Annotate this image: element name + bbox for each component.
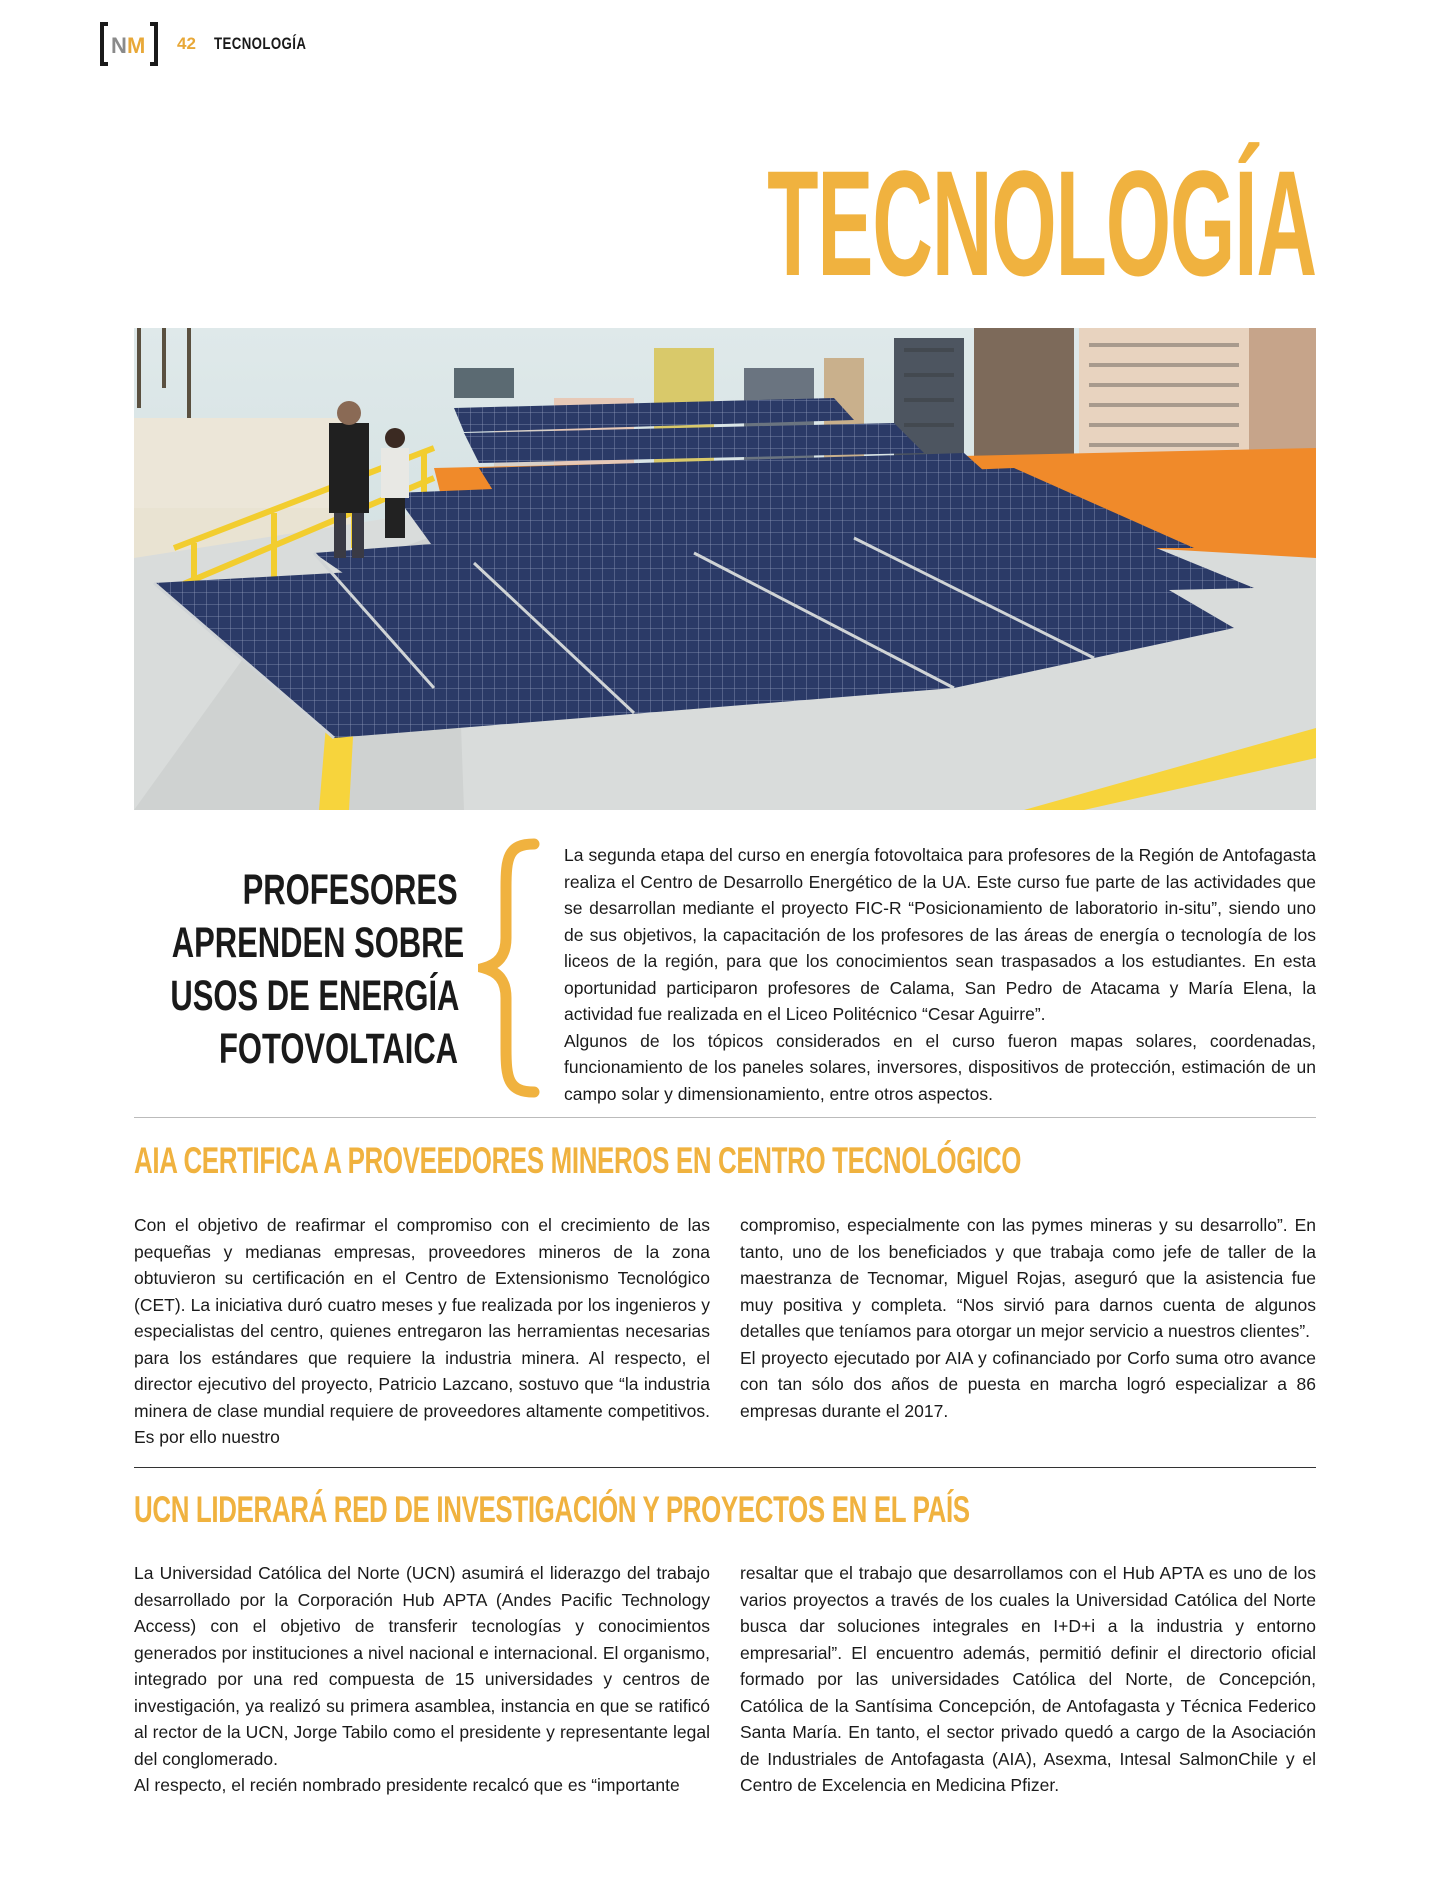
page-title: TECNOLOGÍA bbox=[767, 139, 1316, 307]
section-label: TECNOLOGÍA bbox=[214, 34, 307, 53]
article2-column-2 bbox=[740, 1212, 1316, 1424]
article1-headline-line: PROFESORES bbox=[242, 866, 458, 914]
svg-text:N: N bbox=[111, 33, 127, 58]
page-number: 42 bbox=[177, 34, 196, 53]
article3-paragraph: Al respecto, el recién nombrado presidente recalcó que es “importante bbox=[134, 1775, 680, 1795]
article2-headline: AIA CERTIFICA A PROVEEDORES MINEROS EN CENTRO TECNOLÓGICO bbox=[134, 1140, 1022, 1181]
divider bbox=[134, 1117, 1316, 1118]
article2-column-1 bbox=[134, 1212, 710, 1451]
article3-headline: UCN LIDERARÁ RED DE INVESTIGACIÓN Y PROYECTOS EN EL PAÍS bbox=[134, 1489, 970, 1530]
article2-paragraph: compromiso, especialmente con las pymes mineras y su desarrollo”. En tanto, uno de los beneficiados y que trabaja como jefe de taller de la maestranza de Tecnomar, Miguel Rojas, aseguró que la asistencia fue muy positiva y completa. “Nos sirvió para darnos cuenta de algunos detalles que teníamos para otorgar un mejor servicio a nuestros clientes”. bbox=[740, 1215, 1316, 1341]
article1-paragraph: Algunos de los tópicos considerados en el curso fueron mapas solares, coordenadas, funcionamiento de los paneles solares, inversores, dispositivos de protección, estimación de un campo solar y dimensionamiento, entre otros aspectos. bbox=[564, 1030, 1316, 1104]
article1-headline-line: USOS DE ENERGÍA bbox=[170, 972, 460, 1020]
magazine-logo bbox=[100, 22, 158, 66]
article1-headline bbox=[58, 864, 465, 1076]
article3-paragraph: resaltar que el trabajo que desarrollamos con el Hub APTA es uno de los varios proyectos a través de los cuales la Universidad Católica del Norte busca dar soluciones integrales en I+D+i a la industria y entorno empresarial”. El encuentro además, permitió definir el directorio oficial formado por las universidades Católica del Norte, de Concepción, Católica de la Santísima Concepción, de Antofagasta y Técnica Federico Santa María. En tanto, el sector privado quedó a cargo de la Asociación de Industriales de Antofagasta (AIA), Asexma, Intesal SalmonChile y el Centro de Excelencia en Medicina Pfizer. bbox=[740, 1563, 1316, 1795]
article1-body bbox=[564, 842, 1316, 1107]
article2-paragraph: Con el objetivo de reafirmar el compromiso con el crecimiento de las pequeñas y medianas empresas, proveedores mineros de la zona obtuvieron su certificación en el Centro de Extensionismo Tecnológico (CET). La iniciativa duró cuatro meses y fue realizada por los ingenieros y especialistas del centro, quienes entregaron las herramientas necesarias para los estándares que requiere la industria minera. Al respecto, el director ejecutivo del proyecto, Patricio Lazcano, sostuvo que “la industria minera de clase mundial requiere de proveedores altamente competitivos. Es por ello nuestro bbox=[134, 1215, 710, 1447]
curly-brace-decoration bbox=[478, 838, 540, 1098]
divider bbox=[134, 1467, 1316, 1468]
article2-paragraph: El proyecto ejecutado por AIA y cofinanciado por Corfo suma otro avance con tan sólo dos años de puesta en marcha logró especializar a 86 empresas durante el 2017. bbox=[740, 1347, 1316, 1421]
article3-column-1 bbox=[134, 1560, 710, 1799]
svg-text:M: M bbox=[127, 33, 146, 58]
article3-column-2 bbox=[740, 1560, 1316, 1799]
article1-paragraph: La segunda etapa del curso en energía fotovoltaica para profesores de la Región de Antofagasta realiza el Centro de Desarrollo Energético de la UA. Este curso fue parte de las actividades que se desarrollan mediante el proyecto FIC-R “Posicionamiento de laboratorio in-situ”, siendo uno de sus objetivos, la capacitación de los profesores de las áreas de energía o tecnología de los liceos de la región, para que los conocimientos sean traspasados a los estudiantes. En esta oportunidad participaron profesores de Calama, San Pedro de Atacama y María Elena, la actividad fue realizada en el Liceo Politécnico “Cesar Aguirre”. bbox=[564, 845, 1316, 1024]
article1-headline-line: APRENDEN SOBRE bbox=[171, 919, 465, 967]
article3-paragraph: La Universidad Católica del Norte (UCN) asumirá el liderazgo del trabajo desarrollado por la Corporación Hub APTA (Andes Pacific Technology Access) con el objetivo de transferir tecnologías y conocimientos generados por instituciones a nivel nacional e internacional. El organismo, integrado por una red compuesta de 15 universidades y centros de investigación, ya realizó su primera asamblea, instancia en que se ratificó al rector de la UCN, Jorge Tabilo como el presidente y representante legal del conglomerado. bbox=[134, 1563, 710, 1769]
solar-panels-photo bbox=[134, 328, 1316, 810]
article1-headline-line: FOTOVOLTAICA bbox=[218, 1025, 458, 1073]
